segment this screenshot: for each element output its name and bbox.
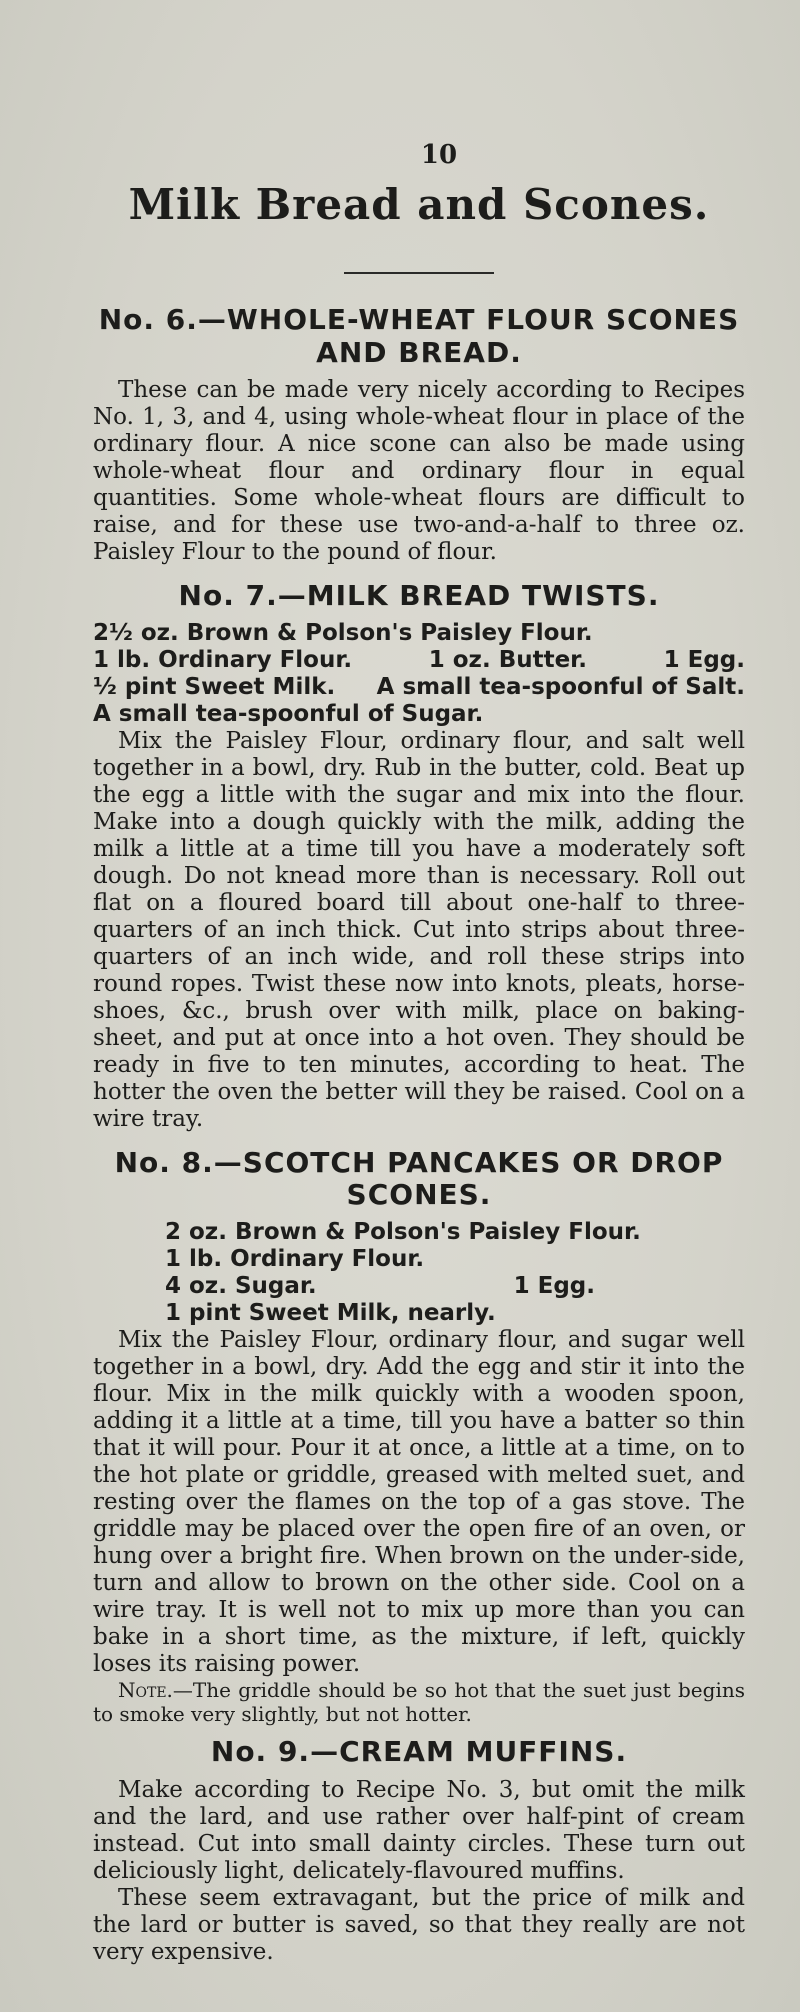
recipe-paragraph: Mix the Paisley Flour, ordinary flour, and sugar well together in a bowl, dry. Add the egg and stir it into the flour. Mix in the milk quickly with a wooden spoon, adding it a little at a time, till you have a batter so thin that it will pour. Pour it at once, a little at a time, on to the hot plate or griddle, greased with melted suet, and resting over the flames on the top of a gas stove. The griddle may be placed over the open fire of an oven, or hung over a bright fire. When brown on the under-side, turn and allow to brown on the other side. Cool on a wire tray. It is well not to mix up more than you can bake in a short time, as the mixture, if left, quickly loses its raising power. [93,1327,745,1678]
ingredient: ½ pint Sweet Milk. [93,673,336,700]
note-text: —The griddle should be so hot that the suet just begins to smoke very slightly, but not hotter. [93,1678,745,1727]
recipe-paragraph: These can be made very nicely according to Recipes No. 1, 3, and 4, using whole-wheat flour in place of the ordinary flour. A nice scone can also be made using whole-wheat flour and ordinary flour in equal quantities. Some whole-wheat flours are difficult to raise, and for these use two-and-a-half to three oz. Paisley Flour to the pound of flour. [93,376,745,565]
ingredient-line [93,1300,745,1327]
ingredient-line [93,701,745,728]
recipe-paragraph: These seem extravagant, but the price of milk and the lard or butter is saved, so that they really are not very expensive. [93,1884,745,1965]
ingredient-line [93,620,745,647]
recipe-heading: No. 8.—SCOTCH PANCAKES OR DROP SCONES. [114,1145,724,1212]
page-number: 10 [420,140,458,170]
ingredient: 1 Egg. [513,1273,595,1300]
recipe-8 [93,1147,745,1726]
ingredient: 4 oz. Sugar. [165,1273,317,1300]
recipe-6 [93,304,745,565]
ingredient: 1 lb. Ordinary Flour. [165,1246,425,1273]
recipe-7 [93,580,745,1133]
ingredient: 2½ oz. Brown & Polson's Paisley Flour. [93,619,593,646]
page-content [93,140,745,1966]
ingredients-list [93,1219,745,1327]
ingredient: 2 oz. Brown & Polson's Paisley Flour. [165,1219,641,1246]
ingredient: A small tea-spoonful of Salt. [376,673,745,700]
title-divider [344,272,494,274]
recipe-heading: No. 9.—CREAM MUFFINS. [210,1735,628,1769]
ingredients-list [93,620,745,728]
ingredient-line [93,674,745,701]
ingredient: 1 pint Sweet Milk, nearly. [165,1300,496,1327]
recipe-paragraph: Mix the Paisley Flour, ordinary flour, and salt well together in a bowl, dry. Rub in the butter, cold. Beat up the egg a little with the sugar and mix into the flour. Make into a dough quickly with the milk, adding the milk a little at a time till you have a moderately soft dough. Do not knead more than is necessary. Roll out flat on a floured board till about one-half to three-quarters of an inch thick. Cut into strips about three-quarters of an inch wide, and roll these strips into round ropes. Twist these now into knots, pleats, horse-shoes, &c., brush over with milk, place on baking-sheet, and put at once into a hot oven. They should be ready in five to ten minutes, according to heat. The hotter the oven the better will they be raised. Cool on a wire tray. [93,727,745,1132]
ingredient: 1 oz. Butter. [428,646,587,673]
ingredient: 1 lb. Ordinary Flour. [93,646,353,673]
recipe-note [93,1678,745,1726]
page-title: Milk Bread and Scones. [128,180,710,229]
ingredient-line [93,1273,595,1300]
recipe-9 [93,1736,745,1965]
ingredient-line [93,1246,745,1273]
recipe-heading: No. 6.—WHOLE-WHEAT FLOUR SCONES AND BREAD. [98,303,740,369]
ingredient-line [93,647,745,674]
ingredient: A small tea-spoonful of Sugar. [93,700,484,727]
ingredient: 1 Egg. [663,646,745,673]
ingredient-line [93,1219,745,1246]
recipe-paragraph: Make according to Recipe No. 3, but omit the milk and the lard, and use rather over half-pint of cream instead. Cut into small dainty circles. These turn out deliciously light, delicately-flavoured muffins. [93,1776,745,1884]
recipe-heading: No. 7.—MILK BREAD TWISTS. [178,578,660,612]
note-label: Note. [118,1678,173,1703]
